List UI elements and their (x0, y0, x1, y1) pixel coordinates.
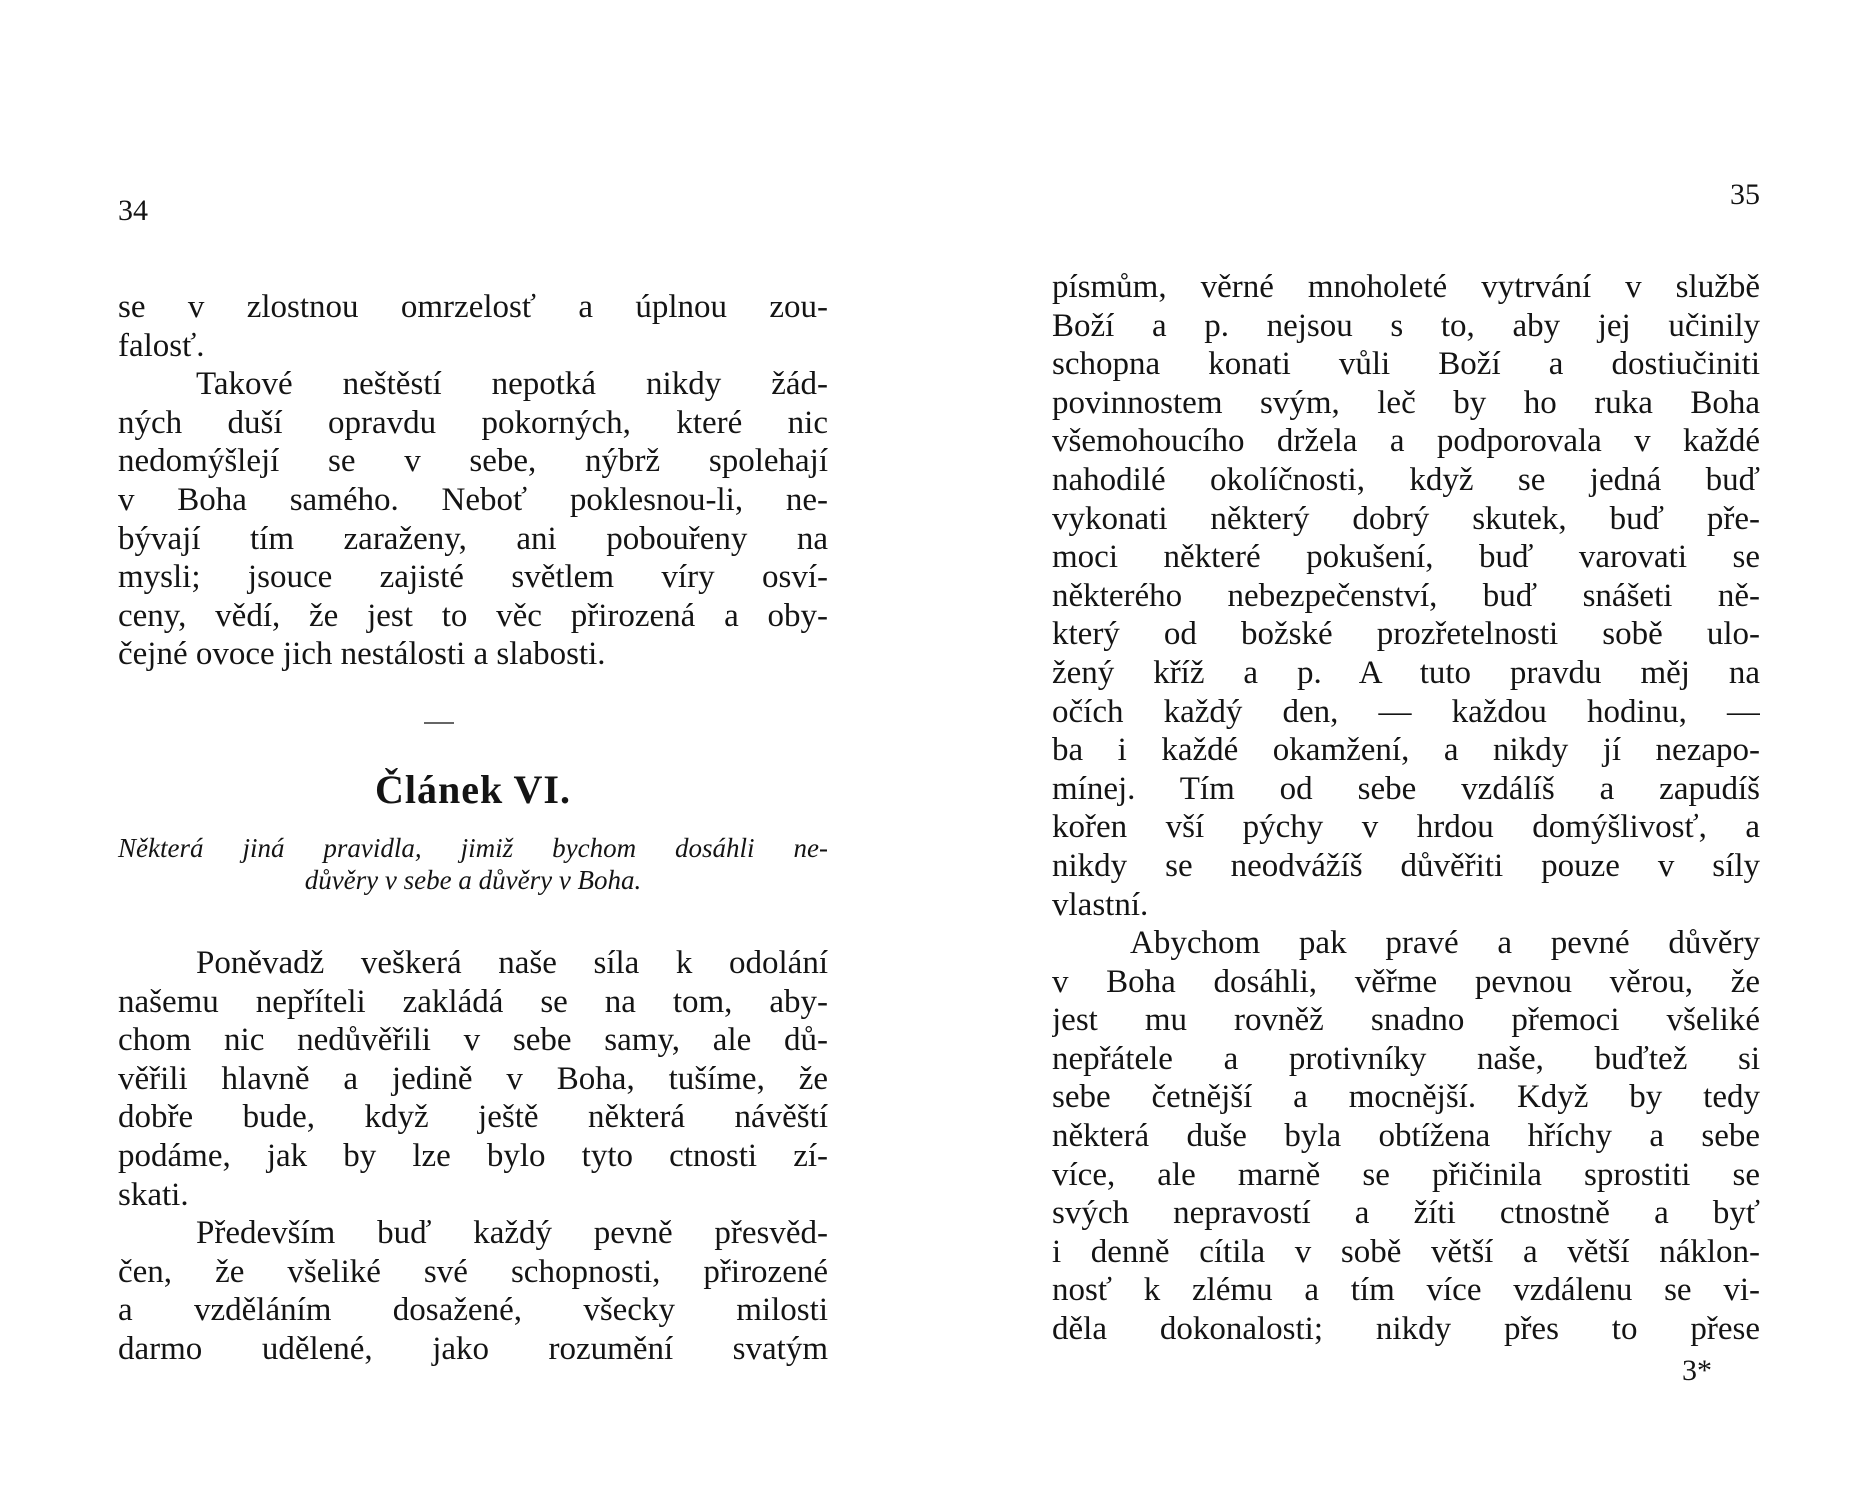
right-page-number: 35 (1730, 178, 1760, 211)
section-divider (424, 722, 454, 724)
text-line: čen, že všeliké své schopnosti, přirozené (118, 1253, 828, 1290)
text-line: podáme, jak by lze bylo tyto ctnosti zí- (118, 1137, 828, 1174)
text-line: písmům, věrné mnoholeté vytrvání v službě (1052, 269, 1760, 305)
left-page (118, 0, 828, 1500)
text-line: ných duší opravdu pokorných, které nic (118, 404, 828, 441)
text-line: ba i každé okamžení, a nikdy jí nezapo- (1052, 732, 1760, 769)
text-line: kořen vší pýchy v hrdou domýšlivosť, a (1052, 809, 1760, 846)
text-line: čejné ovoce jich nestálosti a slabosti. (118, 636, 606, 673)
left-top-text (118, 288, 828, 674)
text-line: Takové neštěstí nepotká nikdy žád- (196, 366, 828, 403)
text-line: nedomýšlejí se v sebe, nýbrž spolehají (118, 443, 828, 480)
text-line: očích každý den, — každou hodinu, — (1052, 693, 1760, 730)
article-subtitle (118, 832, 828, 896)
text-line: nahodilé okolíčnosti, když se jedná buď (1052, 461, 1760, 498)
right-body-text (1052, 268, 1760, 1349)
left-page-number: 34 (118, 194, 148, 227)
text-line: některá duše byla obtížena hříchy a sebe (1052, 1118, 1760, 1155)
text-line: chom nic nedůvěřili v sebe samy, ale dů- (118, 1022, 828, 1059)
text-line: nosť k zlému a tím více vzdálenu se vi- (1052, 1272, 1760, 1309)
text-line: Boží a p. nejsou s to, aby jej učinily (1052, 307, 1760, 344)
text-line: žený kříž a p. A tuto pravdu měj na (1052, 654, 1760, 691)
text-line: ceny, vědí, že jest to věc přirozená a oby- (118, 597, 828, 634)
text-line: schopna konati vůli Boží a dostiučiniti (1052, 346, 1760, 383)
text-line: sebe četnější a mocnější. Když by tedy (1052, 1079, 1760, 1116)
text-line: svých nepravostí a žíti ctnostně a byť (1052, 1195, 1760, 1232)
text-line: a vzděláním dosažené, všecky milosti (118, 1292, 828, 1329)
left-body-text (118, 944, 828, 1369)
text-line: nikdy se neodvážíš důvěřiti pouze v síly (1052, 847, 1760, 884)
text-line: nepřátele a protivníky naše, buďtež si (1052, 1040, 1760, 1077)
text-line: jest mu rovněž snadno přemoci všeliké (1052, 1002, 1760, 1039)
subtitle-line: Některá jiná pravidla, jimiž bychom dosáhli ne- (118, 833, 828, 863)
text-line: Především buď každý pevně přesvěd- (196, 1215, 828, 1252)
text-line: vlastní. (1052, 886, 1149, 923)
text-line: dobře bude, když ještě některá návěští (118, 1099, 828, 1136)
text-line: více, ale marně se přičinila sprostiti se (1052, 1156, 1760, 1193)
text-line: který od božské prozřetelnosti sobě ulo- (1052, 616, 1760, 653)
text-line: mysli; jsouce zajisté světlem víry osví- (118, 559, 828, 596)
text-line: i denně cítila v sobě větší a větší náklon- (1052, 1233, 1760, 1270)
text-line: mínej. Tím od sebe vzdálíš a zapudíš (1052, 770, 1760, 807)
text-line: se v zlostnou omrzelosť a úplnou zou- (118, 289, 828, 325)
subtitle-line: důvěry v sebe a důvěry v Boha. (304, 865, 642, 895)
text-line: skati. (118, 1176, 189, 1213)
text-line: všemohoucího držela a podporovala v každé (1052, 423, 1760, 460)
text-line: děla dokonalosti; nikdy přes to přese (1052, 1311, 1760, 1348)
text-line: Abychom pak pravé a pevné důvěry (1130, 925, 1760, 962)
right-page (1052, 0, 1760, 1500)
text-line: našemu nepříteli zakládá se na tom, aby- (118, 983, 828, 1020)
text-line: věřili hlavně a jedině v Boha, tušíme, že (118, 1060, 828, 1097)
text-line: v Boha samého. Neboť poklesnou-li, ne- (118, 481, 828, 518)
text-line: některého nebezpečenství, buď snášeti ně- (1052, 577, 1760, 614)
text-line: darmo udělené, jako rozumění svatým (118, 1330, 828, 1367)
text-line: moci některé pokušení, buď varovati se (1052, 539, 1760, 576)
text-line: Poněvadž veškerá naše síla k odolání (196, 945, 828, 981)
signature-mark: 3* (1682, 1354, 1712, 1387)
text-line: v Boha dosáhli, věřme pevnou věrou, že (1052, 963, 1760, 1000)
text-line: bývají tím zaraženy, ani pobouřeny na (118, 520, 828, 557)
text-line: povinnostem svým, leč by ho ruka Boha (1052, 384, 1760, 421)
article-title: Článek VI. (375, 767, 571, 812)
text-line: vykonati některý dobrý skutek, buď pře- (1052, 500, 1760, 537)
text-line: falosť. (118, 327, 205, 364)
